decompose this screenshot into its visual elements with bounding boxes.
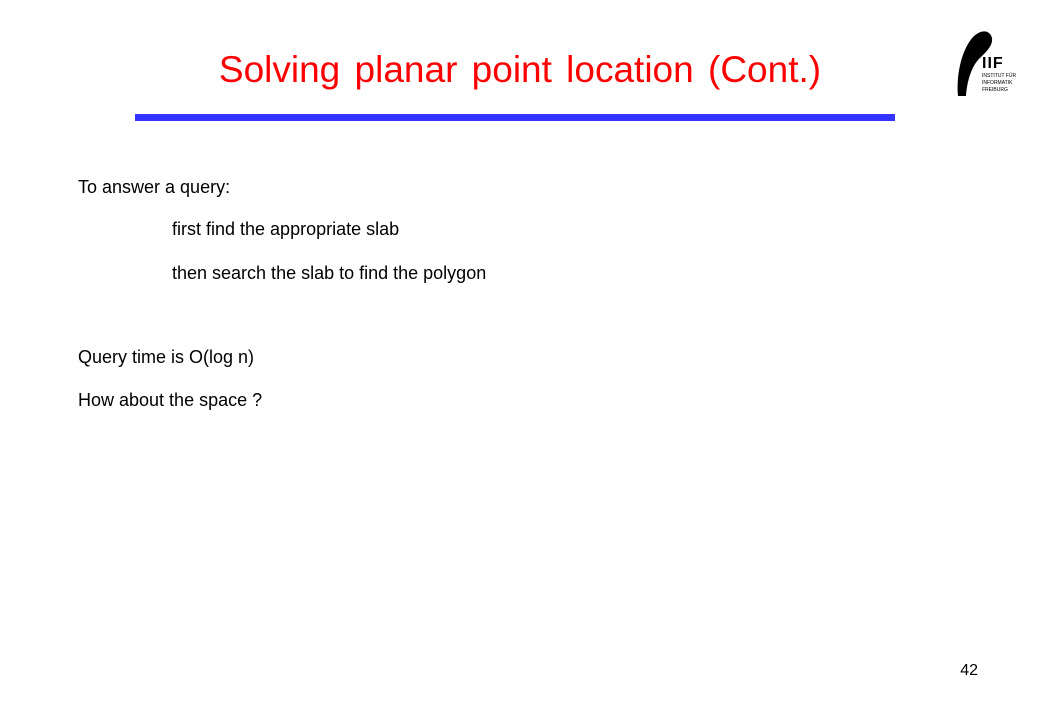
logo-caption-line-2: INFORMATIK bbox=[982, 80, 1013, 86]
iif-logo bbox=[948, 26, 1018, 98]
logo-caption-line-1: INSTITUT FÜR bbox=[982, 73, 1017, 79]
body-line-query-intro: To answer a query: bbox=[78, 177, 231, 197]
slide-title: Solving planar point location (Cont.) bbox=[218, 49, 822, 90]
title-underline bbox=[135, 114, 895, 121]
body-line-search-slab: then search the slab to find the polygon bbox=[172, 263, 487, 283]
page-number: 42 bbox=[960, 662, 978, 679]
body-line-query-time: Query time is O(log n) bbox=[78, 347, 255, 367]
body-line-find-slab: first find the appropriate slab bbox=[172, 219, 400, 239]
logo-caption-line-3: FREIBURG bbox=[982, 87, 1008, 93]
body-line-space-question: How about the space ? bbox=[78, 390, 263, 410]
logo-mark: IIF bbox=[982, 55, 1004, 72]
